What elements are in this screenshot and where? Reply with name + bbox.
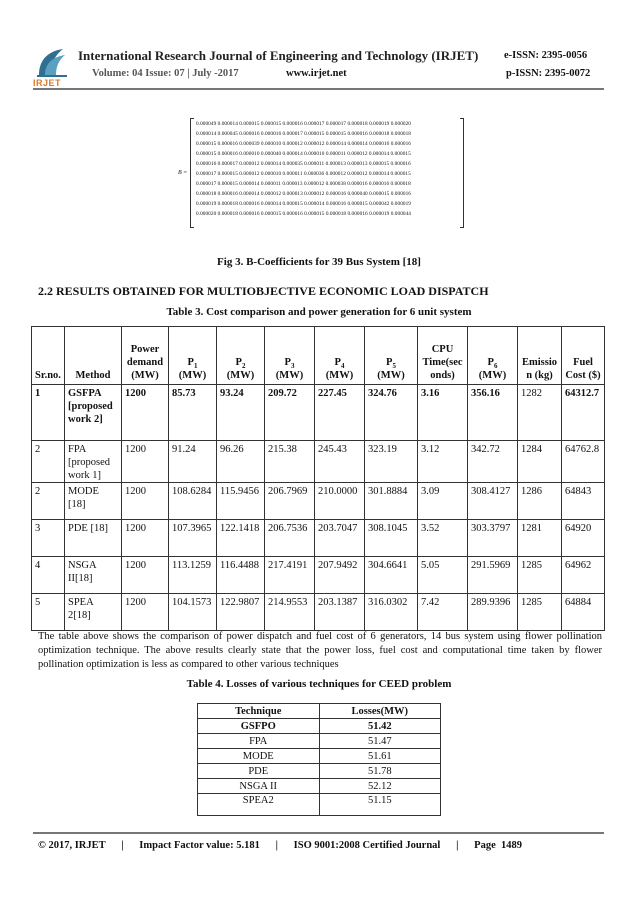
table-row: 3 PDE [18] 1200 107.3965 122.1418 206.7536 203.7047 308.1045 3.52 303.3797 1281 64920 xyxy=(32,520,605,557)
b-coefficient-matrix xyxy=(178,118,464,230)
matrix-row: 0.000016 0.000017 0.000012 0.000014 0.000035 0.000011 0.000013 0.000013 0.000015 0.000016 xyxy=(196,161,411,167)
col-header-technique: Technique xyxy=(198,704,320,719)
table-row: 2 MODE [18] 1200 108.6284 115.9456 206.7969 210.0000 301.8884 3.09 308.4127 1286 64843 xyxy=(32,483,605,520)
matrix-row: 0.000049 0.000014 0.000015 0.000015 0.000016 0.000017 0.000017 0.000018 0.000019 0.000020 xyxy=(196,121,411,127)
impact-factor: Impact Factor value: 5.181 xyxy=(139,840,260,851)
col-header-demand: Power demand (MW) xyxy=(122,327,169,385)
iso-certification: ISO 9001:2008 Certified Journal xyxy=(293,840,441,851)
table-row: GSFPO 51.42 xyxy=(198,719,441,734)
journal-title: International Research Journal of Engineering and Technology (IRJET) xyxy=(78,48,479,63)
page-footer xyxy=(38,840,522,851)
col-header-p6: $P_6$ (MW) xyxy=(468,327,518,385)
col-header-emission: Emission (kg) xyxy=(518,327,562,385)
eissn: e-ISSN: 2395-0056 xyxy=(504,50,588,61)
col-header-cpu: CPU Time(seconds) xyxy=(418,327,468,385)
matrix-row: 0.000015 0.000016 0.000010 0.000040 0.000014 0.000010 0.000011 0.000012 0.000014 0.000015 xyxy=(196,151,411,157)
matrix-row: 0.000020 0.000018 0.000016 0.000015 0.000016 0.000015 0.000018 0.000016 0.000019 0.000044 xyxy=(196,211,411,217)
section-heading: 2.2 RESULTS OBTAINED FOR MULTIOBJECTIVE ECONOMIC LOAD DISPATCH xyxy=(38,284,489,298)
col-header-p5: $P_5$ (MW) xyxy=(365,327,418,385)
footer-separator: | xyxy=(121,840,124,851)
footer-separator: | xyxy=(456,840,459,851)
footer-rule xyxy=(33,832,604,834)
table3-caption: Table 3. Cost comparison and power generation for 6 unit system xyxy=(166,306,472,318)
col-header-method: Method xyxy=(65,327,122,385)
matrix-row: 0.000017 0.000015 0.000012 0.000010 0.000011 0.000036 0.000012 0.000012 0.000014 0.000015 xyxy=(196,171,411,177)
col-header-p1: $P_1$ (MW) xyxy=(169,327,217,385)
table-row: 5 SPEA 2[18] 1200 104.1573 122.9807 214.9553 203.1387 316.0302 7.42 289.9396 1285 64884 xyxy=(32,594,605,631)
table-row: SPEA2 51.15 xyxy=(198,794,441,816)
table-row: MODE 51.61 xyxy=(198,749,441,764)
matrix-label: B = xyxy=(178,170,188,176)
col-header-fuel: Fuel Cost ($) xyxy=(562,327,605,385)
figure-caption: Fig 3. B-Coefficients for 39 Bus System [18] xyxy=(217,256,421,268)
table4-caption: Table 4. Losses of various techniques for CEED problem xyxy=(186,678,452,690)
journal-website: www.irjet.net xyxy=(286,68,347,79)
matrix-row: 0.000018 0.000016 0.000014 0.000012 0.000013 0.000012 0.000016 0.000040 0.000015 0.000016 xyxy=(196,191,411,197)
matrix-bracket-left xyxy=(190,118,194,228)
cost-comparison-table xyxy=(31,326,605,631)
footer-separator: | xyxy=(275,840,278,851)
matrix-bracket-right xyxy=(460,118,464,228)
pissn: p-ISSN: 2395-0072 xyxy=(506,68,591,79)
matrix-row: 0.000015 0.000016 0.000039 0.000010 0.000012 0.000012 0.000014 0.000014 0.000016 0.000016 xyxy=(196,141,411,147)
table-row: 1 GSFPA [proposed work 2] 1200 85.73 93.24 209.72 227.45 324.76 3.16 356.16 1282 64312.7 xyxy=(32,385,605,441)
col-header-p2: $P_2$ (MW) xyxy=(217,327,265,385)
col-header-losses: Losses(MW) xyxy=(319,704,441,719)
losses-table xyxy=(197,703,441,816)
matrix-row: 0.000019 0.000018 0.000016 0.000014 0.000015 0.000014 0.000016 0.000015 0.000042 0.000019 xyxy=(196,201,411,207)
page-number: Page 1489 xyxy=(474,840,522,851)
col-header-p4: $P_4$ (MW) xyxy=(315,327,365,385)
table-row: FPA 51.47 xyxy=(198,734,441,749)
matrix-row: 0.000014 0.000045 0.000016 0.000016 0.000017 0.000015 0.000015 0.000016 0.000018 0.000018 xyxy=(196,131,411,137)
table-row: 2 FPA [proposed work 1] 1200 91.24 96.26 215.38 245.43 323.19 3.12 342.72 1284 64762.8 xyxy=(32,441,605,483)
logo-text: IRJET xyxy=(33,78,62,88)
volume-issue: Volume: 04 Issue: 07 | July -2017 xyxy=(92,68,239,79)
col-header-srno: Sr.no. xyxy=(32,327,65,385)
table-row: PDE 51.78 xyxy=(198,764,441,779)
copyright: © 2017, IRJET xyxy=(38,840,106,851)
table-row: NSGA II 52.12 xyxy=(198,779,441,794)
results-paragraph: The table above shows the comparison of power dispatch and fuel cost of 6 generators, 14 bus system using flower pollination optimization technique. The above results clearly state that the power loss, fuel cost and computational time taken by flower pollination optimization is less as compared to other various techniques xyxy=(38,631,602,670)
matrix-row: 0.000017 0.000015 0.000014 0.000011 0.000013 0.000012 0.000038 0.000016 0.000016 0.000018 xyxy=(196,181,411,187)
col-header-p3: $P_3$ (MW) xyxy=(265,327,315,385)
table-row: 4 NSGA II[18] 1200 113.1259 116.4488 217.4191 207.9492 304.6641 5.05 291.5969 1285 64962 xyxy=(32,557,605,594)
page-header xyxy=(0,0,638,92)
header-rule xyxy=(33,88,604,90)
